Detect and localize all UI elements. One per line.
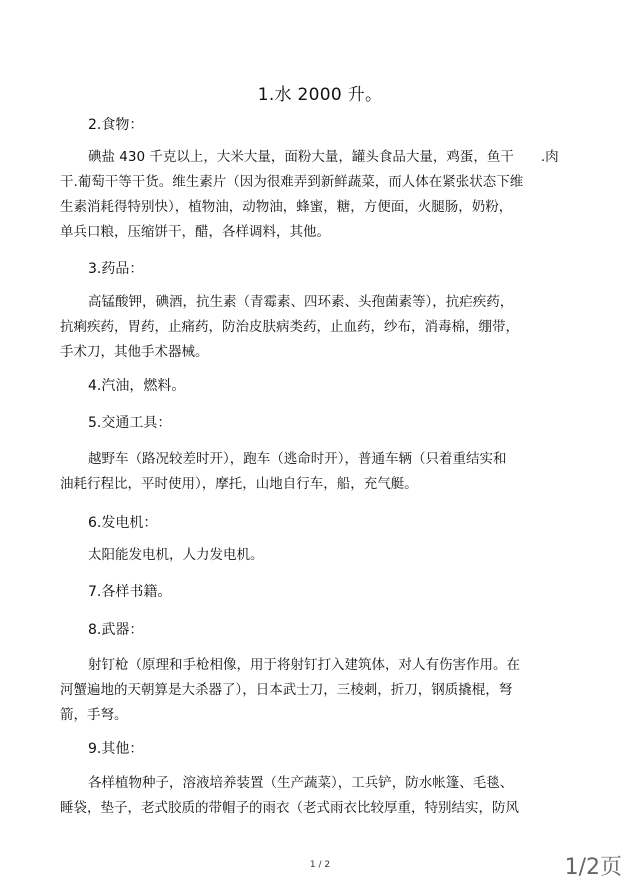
page-indicator: 1/2页 xyxy=(564,855,622,880)
section-heading-fuel: 4.汽油，燃料。 xyxy=(88,378,186,394)
paragraph-line: 越野车（路况较差时开），跑车（逃命时开），普通车辆（只着重结实和 xyxy=(88,451,507,467)
paragraph-line: 太阳能发电机，人力发电机。 xyxy=(88,547,264,563)
paragraph-line: 睡袋，垫子，老式胶质的带帽子的雨衣（老式雨衣比较厚重，特别结实，防风 xyxy=(60,800,519,816)
paragraph-line: 碘盐 430 千克以上，大米大量，面粉大量，罐头食品大量，鸡蛋，鱼干 .肉 xyxy=(88,149,559,165)
section-heading-transport: 5.交通工具： xyxy=(88,415,172,431)
document-title: 1.水 2000 升。 xyxy=(257,85,383,105)
section-body-food xyxy=(60,145,559,245)
section-body-generator xyxy=(88,543,553,568)
page-number-footer: 1 / 2 xyxy=(309,860,331,870)
paragraph-line: 高锰酸钾，碘酒，抗生素（青霉素、四环素、头孢菌素等），抗疟疾药， xyxy=(88,294,514,310)
paragraph-line: 油耗行程比，平时使用），摩托，山地自行车，船，充气艇。 xyxy=(60,476,418,492)
paragraph-line: 射钉枪（原理和手枪相像，用于将射钉打入建筑体，对人有伤害作用。在 xyxy=(88,657,520,673)
section-heading-generator: 6.发电机： xyxy=(88,515,158,531)
section-body-other xyxy=(60,771,553,821)
paragraph-line: 抗痢疾药，胃药，止痛药，防治皮肤病类药，止血药，纱布，消毒棉，绷带， xyxy=(60,319,519,335)
paragraph-line: 河蟹遍地的天朝算是大杀器了），日本武士刀，三棱刺，折刀，钢质撬棍，弩 xyxy=(60,682,513,698)
paragraph-line: 单兵口粮，压缩饼干，醋，各样调料，其他。 xyxy=(60,224,330,240)
paragraph-line: 生素消耗得特别快），植物油，动物油，蜂蜜，糖，方便面，火腿肠，奶粉， xyxy=(60,199,513,215)
section-heading-weapons: 8.武器： xyxy=(88,622,144,638)
section-body-medicine xyxy=(60,290,553,365)
paragraph-line: 干.葡萄干等干货。维生素片（因为很难弄到新鲜蔬菜，而人体在紧张状态下维 xyxy=(60,174,524,190)
section-body-transport xyxy=(60,447,553,497)
section-heading-other: 9.其他： xyxy=(88,741,144,757)
paragraph-line: 手术刀，其他手术器械。 xyxy=(60,344,209,360)
section-heading-food: 2.食物： xyxy=(88,117,144,133)
paragraph-line: 各样植物种子，溶液培养装置（生产蔬菜），工兵铲，防水帐篷、毛毯、 xyxy=(88,775,514,791)
section-heading-medicine: 3.药品： xyxy=(88,261,144,277)
section-heading-books: 7.各样书籍。 xyxy=(88,584,172,600)
section-body-weapons xyxy=(60,653,553,728)
paragraph-line: 箭，手弩。 xyxy=(60,707,128,723)
